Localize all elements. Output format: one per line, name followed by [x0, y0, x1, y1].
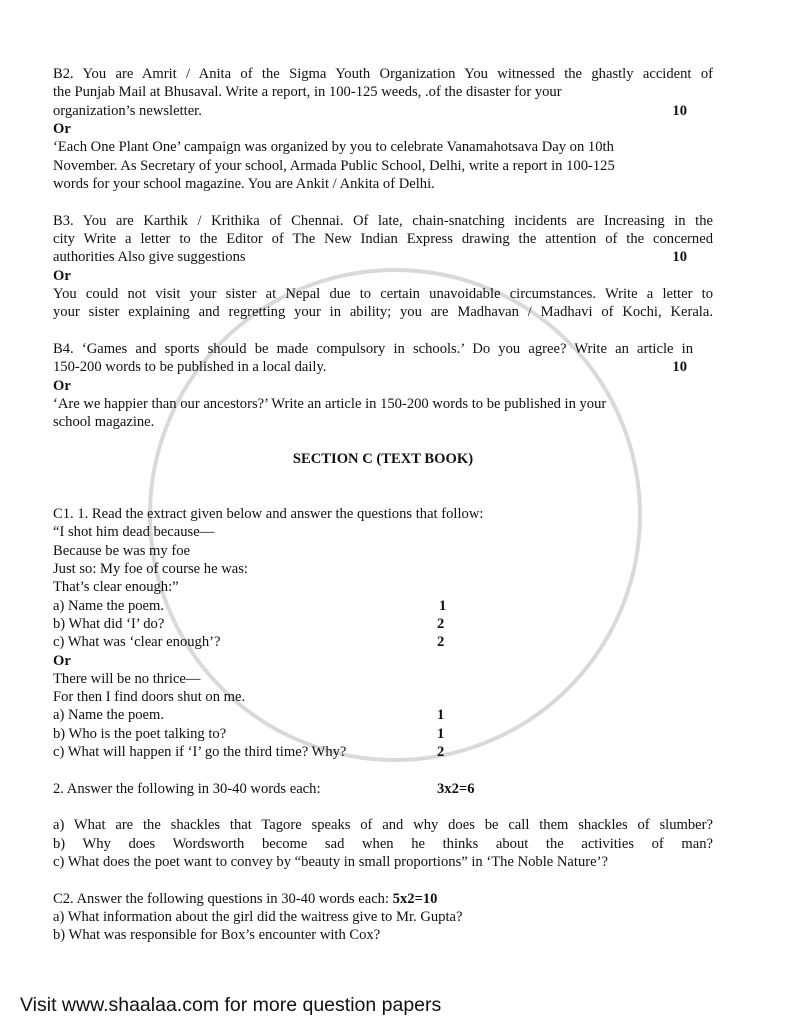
question-item — [53, 743, 713, 761]
extract-line: “I shot him dead because— — [53, 524, 215, 541]
question-text: b) What did ‘I’ do? — [53, 615, 165, 632]
b2-line: B2. You are Amrit / Anita of the Sigma Youth Organization You witnessed the ghastly accident of — [53, 66, 713, 82]
b2-line — [53, 102, 713, 120]
b2-text: organization’s newsletter. — [53, 102, 202, 119]
b4-text: 150-200 words to be published in a local daily. — [53, 359, 327, 376]
question-marks: 1 — [439, 597, 447, 614]
question-item — [53, 725, 713, 743]
b2-alt-line: ‘Each One Plant One’ campaign was organized by you to celebrate Vanamahotsava Day on 10th — [53, 139, 614, 156]
c1-2-text: 2. Answer the following in 30-40 words each: — [53, 780, 321, 797]
question-text: b) Who is the poet talking to? — [53, 725, 227, 742]
question-text: a) Name the poem. — [53, 707, 165, 724]
or-label: Or — [53, 377, 71, 394]
extract-line: For then I find doors shut on me. — [53, 689, 246, 706]
b3-marks: 10 — [672, 249, 687, 266]
or-label: Or — [53, 267, 71, 284]
extract-line: There will be no thrice— — [53, 670, 201, 687]
question-item — [53, 633, 713, 651]
b4-alt-line: ‘Are we happier than our ancestors?’ Write an article in 150-200 words to be published in your — [53, 395, 607, 412]
or-label: Or — [53, 652, 71, 669]
question-item — [53, 706, 713, 724]
question-marks: 1 — [437, 707, 445, 724]
question-text: c) What will happen if ‘I’ go the third time? Why? — [53, 744, 347, 761]
b3-alt-line: You could not visit your sister at Nepal due to certain unavoidable circumstances. Write a letter to — [53, 285, 713, 302]
question-item: b) What was responsible for Box’s encounter with Cox? — [53, 927, 381, 944]
section-c-heading: SECTION C (TEXT BOOK) — [292, 450, 474, 467]
question-item: a) What are the shackles that Tagore speaks of and why does be call them shackles of slumber? — [53, 817, 713, 834]
b2-alt-line: words for your school magazine. You are Ankit / Ankita of Delhi. — [53, 175, 435, 192]
b3-text: authorities Also give suggestions — [53, 249, 246, 266]
b2-marks: 10 — [672, 102, 687, 119]
b4-alt-line: school magazine. — [53, 414, 155, 431]
c2-text: C2. Answer the following questions in 30-40 words each: — [53, 890, 393, 907]
extract-line: That’s clear enough:” — [53, 579, 179, 596]
or-label: Or — [53, 120, 71, 137]
b4-line: B4. ‘Games and sports should be made compulsory in schools.’ Do you agree? Write an article in — [53, 340, 693, 357]
question-item: a) What information about the girl did the waitress give to Mr. Gupta? — [53, 909, 463, 926]
question-text: a) Name the poem. — [53, 597, 165, 614]
extract-line: Because be was my foe — [53, 542, 190, 559]
footer-link[interactable]: Visit www.shaalaa.com for more question papers — [20, 994, 442, 1016]
b2-line: the Punjab Mail at Bhusaval. Write a report, in 100-125 weeds, .of the disaster for your — [53, 84, 562, 101]
b3-line — [53, 248, 713, 266]
question-item — [53, 615, 713, 633]
b3-line: B3. You are Karthik / Krithika of Chennai. Of late, chain-snatching incidents are Increasing in the — [53, 212, 713, 229]
question-marks: 2 — [437, 615, 445, 632]
question-item: b) Why does Wordsworth become sad when he thinks about the activities of man? — [53, 835, 713, 852]
extract-line: Just so: My foe of course he was: — [53, 560, 248, 577]
b4-line — [53, 358, 713, 376]
b3-line: city Write a letter to the Editor of The New Indian Express drawing the attention of the concerned — [53, 230, 713, 247]
c1-2-marks: 3x2=6 — [437, 780, 475, 797]
b3-alt-line: your sister explaining and regretting your in ability; you are Madhavan / Madhavi of Kochi, Kerala. — [53, 304, 713, 321]
question-marks: 1 — [437, 725, 445, 742]
c2-marks: 5x2=10 — [392, 890, 438, 907]
question-marks: 2 — [437, 634, 445, 651]
b2-alt-line: November. As Secretary of your school, Armada Public School, Delhi, write a report in 100-125 — [53, 157, 615, 174]
c1-2-intro — [53, 780, 713, 798]
c1-intro: C1. 1. Read the extract given below and answer the questions that follow: — [53, 505, 484, 522]
question-paper-page — [53, 65, 713, 945]
c2-intro — [53, 890, 713, 908]
question-marks: 2 — [437, 744, 445, 761]
question-item — [53, 597, 713, 615]
question-item: c) What does the poet want to convey by “beauty in small proportions” in ‘The Noble Nature’? — [53, 854, 608, 871]
b4-marks: 10 — [672, 359, 687, 376]
question-text: c) What was ‘clear enough’? — [53, 634, 221, 651]
